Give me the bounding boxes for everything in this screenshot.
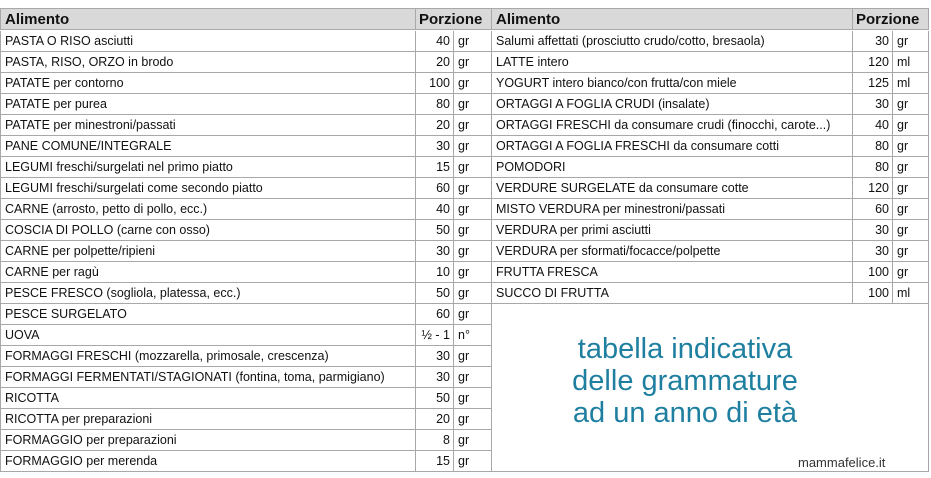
food-cell: CARNE (arrosto, petto di pollo, ecc.) (0, 199, 416, 220)
unit-cell: ml (893, 283, 929, 304)
unit-cell: gr (454, 346, 492, 367)
unit-cell: gr (454, 115, 492, 136)
food-cell: LEGUMI freschi/surgelati come secondo piatto (0, 178, 416, 199)
unit-cell: gr (454, 262, 492, 283)
quantity-cell: 30 (853, 94, 893, 115)
food-cell: CARNE per ragù (0, 262, 416, 283)
unit-cell: gr (893, 157, 929, 178)
quantity-cell: 30 (416, 367, 454, 388)
unit-cell: gr (454, 178, 492, 199)
food-cell: VERDURA per sformati/focacce/polpette (492, 241, 853, 262)
unit-cell: gr (893, 241, 929, 262)
quantity-cell: 30 (416, 136, 454, 157)
header-alimento-left: Alimento (0, 8, 416, 30)
caption-line-2: delle grammature (572, 365, 798, 397)
header-alimento-right: Alimento (492, 8, 853, 30)
watermark: mammafelice.it (798, 455, 886, 470)
unit-cell: gr (454, 73, 492, 94)
unit-cell: gr (893, 115, 929, 136)
food-cell: ORTAGGI FRESCHI da consumare crudi (finocchi, carote...) (492, 115, 853, 136)
unit-cell: gr (893, 136, 929, 157)
unit-cell: gr (454, 220, 492, 241)
food-cell: PESCE FRESCO (sogliola, platessa, ecc.) (0, 283, 416, 304)
quantity-cell: 40 (416, 31, 454, 52)
quantity-cell: 30 (416, 346, 454, 367)
unit-cell: gr (454, 304, 492, 325)
quantity-cell: 30 (853, 220, 893, 241)
header-porzione-right: Porzione (853, 8, 929, 30)
food-cell: FRUTTA FRESCA (492, 262, 853, 283)
unit-cell: gr (893, 220, 929, 241)
quantity-cell: 30 (853, 31, 893, 52)
food-cell: MISTO VERDURA per minestroni/passati (492, 199, 853, 220)
quantity-cell: 20 (416, 52, 454, 73)
unit-cell: gr (454, 136, 492, 157)
food-cell: FORMAGGI FRESCHI (mozzarella, primosale, crescenza) (0, 346, 416, 367)
unit-cell: gr (454, 241, 492, 262)
unit-cell: gr (454, 367, 492, 388)
quantity-cell: 40 (416, 199, 454, 220)
unit-cell: gr (454, 52, 492, 73)
food-cell: RICOTTA (0, 388, 416, 409)
quantity-cell: 20 (416, 409, 454, 430)
food-cell: PANE COMUNE/INTEGRALE (0, 136, 416, 157)
quantity-cell: 80 (853, 136, 893, 157)
unit-cell: gr (454, 157, 492, 178)
unit-cell: gr (893, 262, 929, 283)
quantity-cell: 100 (853, 262, 893, 283)
food-cell: PASTA, RISO, ORZO in brodo (0, 52, 416, 73)
food-cell: LATTE intero (492, 52, 853, 73)
quantity-cell: 120 (853, 52, 893, 73)
food-cell: PASTA O RISO asciutti (0, 31, 416, 52)
food-cell: PATATE per purea (0, 94, 416, 115)
quantity-cell: 50 (416, 388, 454, 409)
food-cell: SUCCO DI FRUTTA (492, 283, 853, 304)
unit-cell: gr (893, 199, 929, 220)
quantity-cell: 40 (853, 115, 893, 136)
unit-cell: ml (893, 52, 929, 73)
food-cell: CARNE per polpette/ripieni (0, 241, 416, 262)
food-cell: Salumi affettati (prosciutto crudo/cotto, bresaola) (492, 31, 853, 52)
unit-cell: gr (893, 178, 929, 199)
food-cell: RICOTTA per preparazioni (0, 409, 416, 430)
unit-cell: gr (893, 31, 929, 52)
quantity-cell: 80 (853, 157, 893, 178)
quantity-cell: 50 (416, 220, 454, 241)
quantity-cell: 100 (853, 283, 893, 304)
food-cell: VERDURE SURGELATE da consumare cotte (492, 178, 853, 199)
caption-line-3: ad un anno di età (572, 397, 798, 429)
quantity-cell: ½ - 1 (416, 325, 454, 346)
quantity-cell: 120 (853, 178, 893, 199)
quantity-cell: 20 (416, 115, 454, 136)
food-cell: PESCE SURGELATO (0, 304, 416, 325)
quantity-cell: 125 (853, 73, 893, 94)
unit-cell: gr (893, 94, 929, 115)
food-cell: COSCIA DI POLLO (carne con osso) (0, 220, 416, 241)
unit-cell: gr (454, 430, 492, 451)
unit-cell: gr (454, 94, 492, 115)
food-cell: FORMAGGI FERMENTATI/STAGIONATI (fontina, toma, parmigiano) (0, 367, 416, 388)
food-cell: FORMAGGIO per preparazioni (0, 430, 416, 451)
quantity-cell: 8 (416, 430, 454, 451)
quantity-cell: 15 (416, 157, 454, 178)
quantity-cell: 60 (416, 304, 454, 325)
quantity-cell: 60 (416, 178, 454, 199)
food-cell: ORTAGGI A FOGLIA FRESCHI da consumare cotti (492, 136, 853, 157)
food-cell: FORMAGGIO per merenda (0, 451, 416, 472)
unit-cell: n° (454, 325, 492, 346)
food-cell: YOGURT intero bianco/con frutta/con miele (492, 73, 853, 94)
food-cell: POMODORI (492, 157, 853, 178)
caption-line-1: tabella indicativa (577, 333, 793, 365)
food-cell: ORTAGGI A FOGLIA CRUDI (insalate) (492, 94, 853, 115)
quantity-cell: 15 (416, 451, 454, 472)
quantity-cell: 30 (853, 241, 893, 262)
unit-cell: gr (454, 409, 492, 430)
food-cell: LEGUMI freschi/surgelati nel primo piatto (0, 157, 416, 178)
caption-overlay (495, 333, 875, 429)
food-cell: VERDURA per primi asciutti (492, 220, 853, 241)
unit-cell: gr (454, 451, 492, 472)
unit-cell: gr (454, 199, 492, 220)
food-cell: UOVA (0, 325, 416, 346)
unit-cell: gr (454, 283, 492, 304)
quantity-cell: 30 (416, 241, 454, 262)
unit-cell: gr (454, 31, 492, 52)
header-porzione-left: Porzione (416, 8, 492, 30)
food-cell: PATATE per contorno (0, 73, 416, 94)
quantity-cell: 10 (416, 262, 454, 283)
unit-cell: ml (893, 73, 929, 94)
quantity-cell: 60 (853, 199, 893, 220)
food-cell: PATATE per minestroni/passati (0, 115, 416, 136)
quantity-cell: 80 (416, 94, 454, 115)
quantity-cell: 100 (416, 73, 454, 94)
quantity-cell: 50 (416, 283, 454, 304)
unit-cell: gr (454, 388, 492, 409)
